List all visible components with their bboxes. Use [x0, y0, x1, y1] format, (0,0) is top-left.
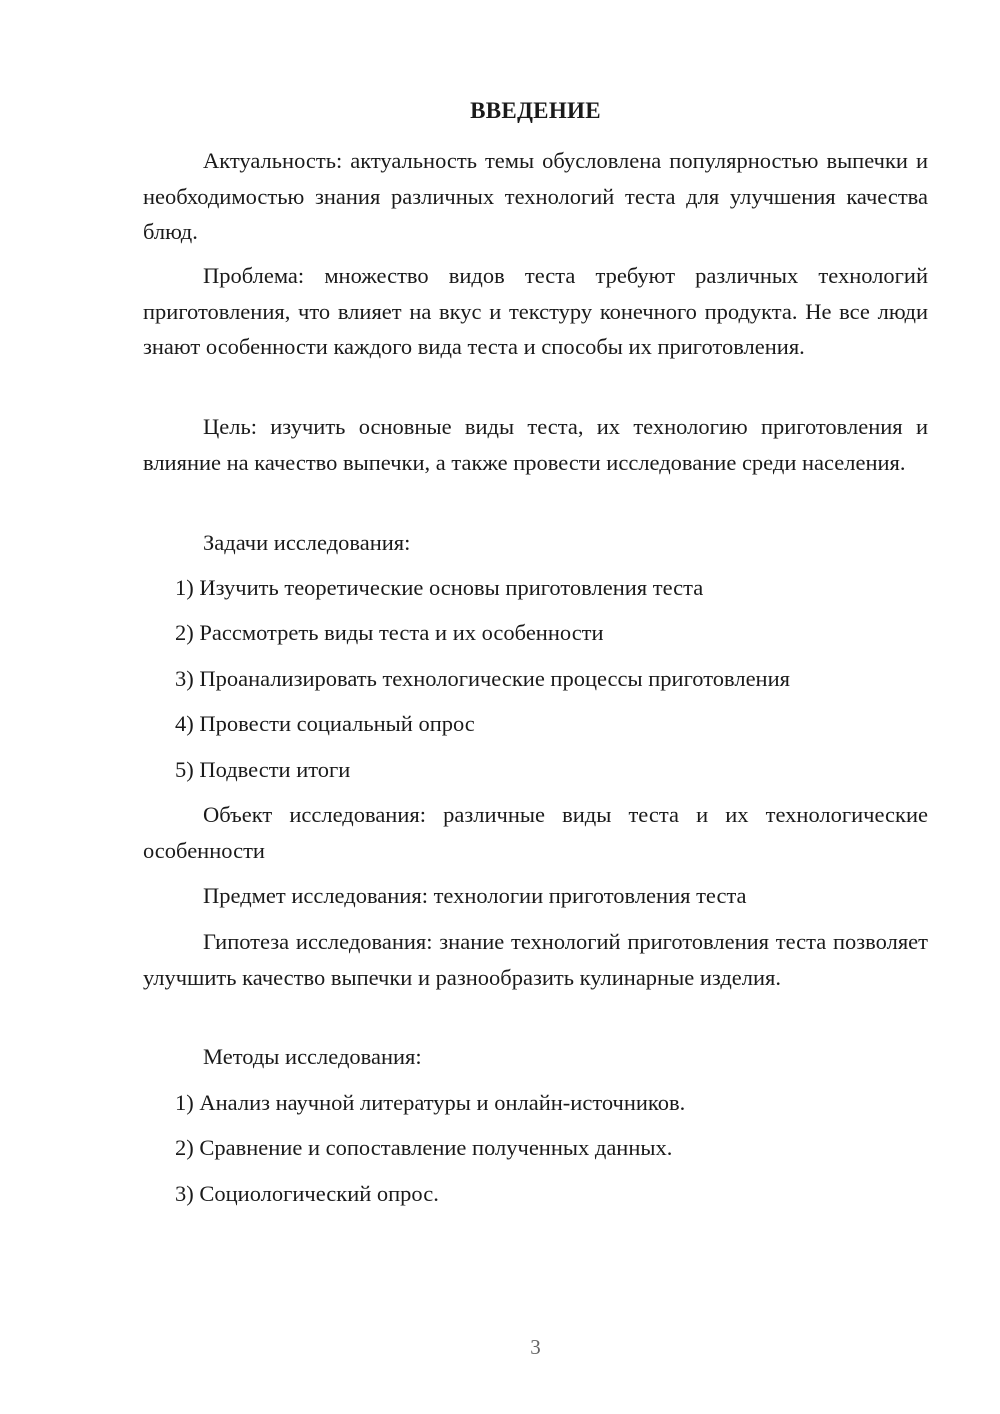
- task-item: 3) Проанализировать технологические процессы приготовления: [175, 666, 790, 691]
- page-number: 3: [530, 1335, 541, 1359]
- tasks-heading: Задачи исследования:: [203, 530, 411, 555]
- document-page: [143, 0, 928, 1414]
- method-item: 1) Анализ научной литературы и онлайн-источников.: [175, 1090, 686, 1115]
- paragraph-problem: Проблема: множество видов теста требуют различных технологий приготовления, что влияет на вкус и текстуру конечного продукта. Не все люди знают особенности каждого вида теста и способы их приготовления.: [143, 263, 928, 359]
- paragraph-hypothesis: Гипотеза исследования: знание технологий приготовления теста позволяет улучшить качество выпечки и разнообразить кулинарные изделия.: [143, 929, 928, 990]
- paragraph-relevance: Актуальность: актуальность темы обусловлена популярностью выпечки и необходимостью знания различных технологий теста для улучшения качества блюд.: [143, 148, 928, 244]
- task-item: 2) Рассмотреть виды теста и их особенности: [175, 620, 604, 645]
- task-item: 5) Подвести итоги: [175, 757, 351, 782]
- methods-heading: Методы исследования:: [203, 1044, 422, 1069]
- page-title: ВВЕДЕНИЕ: [470, 98, 601, 123]
- paragraph-goal: Цель: изучить основные виды теста, их технологию приготовления и влияние на качество выпечки, а также провести исследование среди населения.: [143, 414, 928, 475]
- task-item: 1) Изучить теоретические основы приготовления теста: [175, 575, 704, 600]
- method-item: 3) Социологический опрос.: [175, 1181, 439, 1206]
- paragraph-subject: Предмет исследования: технологии приготовления теста: [203, 883, 747, 908]
- paragraph-object: Объект исследования: различные виды теста и их технологические особенности: [143, 802, 928, 863]
- task-item: 4) Провести социальный опрос: [175, 711, 475, 736]
- method-item: 2) Сравнение и сопоставление полученных данных.: [175, 1135, 673, 1160]
